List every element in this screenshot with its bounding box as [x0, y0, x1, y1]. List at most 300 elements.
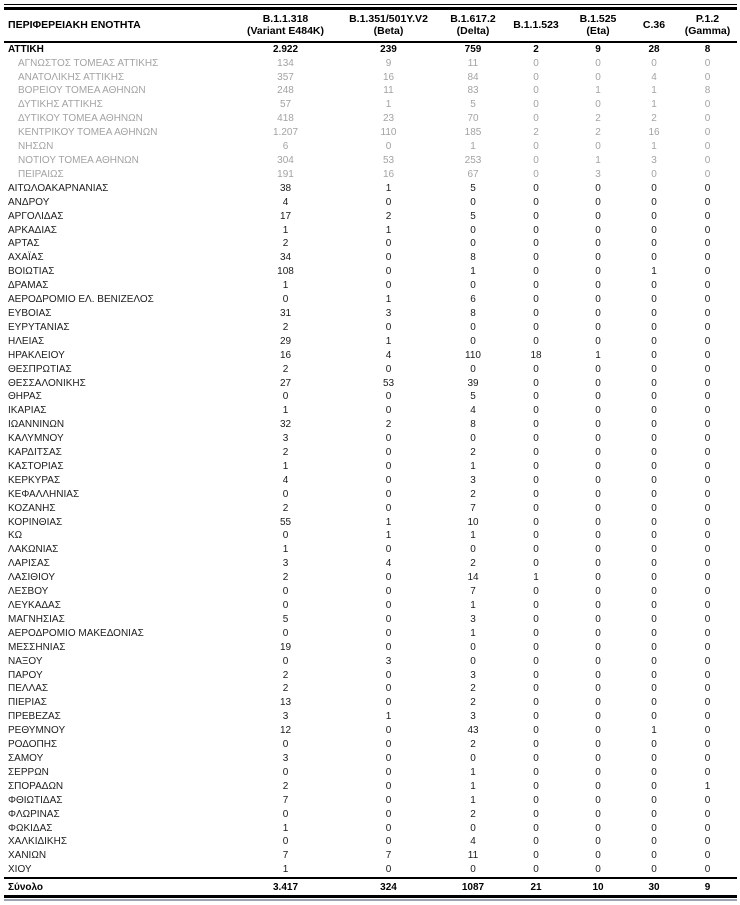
value-cell: 0	[533, 627, 539, 639]
region-cell: ΛΑΚΩΝΙΑΣ	[8, 544, 59, 556]
table-row	[4, 627, 737, 641]
region-cell: ΦΘΙΩΤΙΔΑΣ	[8, 794, 63, 806]
value-cell: 0	[704, 280, 711, 292]
value-cell: 23	[382, 113, 395, 125]
value-cell: 0	[533, 516, 539, 528]
value-cell: 3	[651, 155, 657, 166]
value-cell: 0	[704, 349, 711, 361]
value-cell: 0	[282, 627, 289, 639]
value-cell: 0	[533, 488, 539, 500]
region-cell: ΜΕΣΣΗΝΙΑΣ	[8, 641, 66, 653]
value-cell: 0	[385, 447, 392, 459]
header-col-b1525	[566, 9, 630, 42]
value-cell: 0	[704, 544, 711, 556]
value-cell: 0	[704, 210, 711, 222]
value-cell: 1	[282, 544, 289, 556]
value-cell: 0	[533, 419, 539, 431]
value-cell: 3	[282, 558, 289, 570]
value-cell: 0	[533, 168, 539, 180]
region-cell: ΚΕΝΤΡΙΚΟΥ ΤΟΜΕΑ ΑΘΗΝΩΝ	[18, 127, 158, 139]
value-cell: 0	[704, 864, 711, 876]
table-row	[4, 84, 737, 98]
value-cell: 53	[382, 377, 395, 389]
value-cell: 0	[385, 697, 392, 709]
value-cell: 0	[595, 516, 601, 528]
value-cell: 1	[651, 725, 657, 737]
value-cell: 8	[470, 252, 476, 264]
header-col-line1: B.1.525	[579, 13, 617, 25]
value-cell: 0	[595, 252, 601, 264]
value-cell: 0	[651, 238, 657, 250]
value-cell: 0	[704, 474, 711, 486]
value-cell: 5	[470, 391, 476, 403]
value-cell: 1	[533, 572, 539, 584]
value-cell: 0	[282, 600, 289, 611]
value-cell: 0	[595, 196, 601, 208]
region-cell: ΛΕΥΚΑΔΑΣ	[8, 600, 61, 611]
value-cell: 0	[385, 321, 392, 333]
value-cell: 3	[282, 711, 289, 723]
value-cell: 0	[595, 377, 601, 389]
value-cell: 0	[651, 210, 657, 222]
value-cell: 0	[651, 641, 657, 653]
table-row	[4, 404, 737, 418]
table-row	[4, 571, 737, 585]
value-cell: 2	[282, 363, 289, 375]
value-cell: 0	[595, 182, 601, 194]
value-cell: 0	[385, 433, 392, 445]
value-cell: 14	[467, 572, 479, 584]
value-cell: 5	[470, 210, 476, 222]
value-cell: 83	[467, 85, 479, 97]
value-cell: 2	[282, 238, 289, 250]
value-cell: 0	[651, 683, 657, 695]
value-cell: 0	[470, 822, 476, 834]
table-row	[4, 724, 737, 738]
variants-by-region-table	[4, 7, 737, 898]
table-row	[4, 168, 737, 182]
table-row	[4, 335, 737, 349]
region-cell: ΚΑΣΤΟΡΙΑΣ	[8, 460, 64, 472]
value-cell: 0	[704, 488, 711, 500]
value-cell: 3	[470, 669, 476, 681]
table-row	[4, 696, 737, 710]
value-cell: 0	[704, 697, 711, 709]
region-cell: ΧΑΝΙΩΝ	[8, 850, 47, 862]
value-cell: 0	[533, 474, 539, 486]
header-col-line2: (Gamma)	[684, 25, 731, 38]
value-cell: 0	[595, 419, 601, 431]
total-row	[4, 878, 737, 897]
value-cell: 0	[385, 808, 392, 820]
value-cell: 0	[595, 266, 601, 278]
value-cell: 248	[277, 85, 294, 97]
value-cell: 17	[279, 210, 292, 222]
value-cell: 0	[704, 238, 711, 250]
value-cell: 0	[595, 474, 601, 486]
value-cell: 0	[651, 822, 657, 834]
value-cell: 0	[533, 669, 539, 681]
table-row	[4, 682, 737, 696]
value-cell: 0	[385, 266, 392, 278]
value-cell: 759	[464, 43, 482, 55]
value-cell: 0	[651, 182, 657, 194]
value-cell: 0	[704, 113, 711, 125]
value-cell: 0	[385, 627, 392, 639]
value-cell: 0	[704, 168, 711, 180]
value-cell: 0	[595, 822, 601, 834]
region-cell: ΚΕΦΑΛΛΗΝΙΑΣ	[8, 488, 80, 500]
value-cell: 0	[533, 238, 539, 250]
value-cell: 2	[470, 808, 476, 820]
value-cell: 3	[282, 752, 289, 764]
value-cell: 0	[385, 238, 392, 250]
value-cell: 0	[533, 155, 539, 166]
value-cell: 1	[282, 405, 289, 417]
value-cell: 57	[279, 99, 292, 111]
value-cell: 2	[282, 669, 289, 681]
value-cell: 0	[595, 460, 601, 472]
value-cell: 0	[470, 363, 476, 375]
value-cell: 1	[282, 460, 289, 472]
value-cell: 0	[595, 808, 601, 820]
value-cell: 0	[595, 141, 601, 153]
value-cell: 0	[533, 307, 539, 319]
value-cell: 0	[651, 488, 657, 500]
value-cell: 0	[282, 808, 289, 820]
value-cell: 0	[595, 447, 601, 459]
value-cell: 0	[704, 613, 711, 625]
value-cell: 4	[385, 349, 392, 361]
value-cell: 0	[651, 572, 657, 584]
value-cell: 0	[385, 474, 392, 486]
value-cell: 0	[385, 405, 392, 417]
value-cell: 0	[533, 600, 539, 611]
table-row	[4, 279, 737, 293]
value-cell: 0	[470, 238, 476, 250]
value-cell: 16	[382, 71, 395, 83]
value-cell: 16	[648, 127, 660, 139]
value-cell: 1	[470, 627, 476, 639]
value-cell: 0	[651, 224, 657, 236]
value-cell: 0	[385, 363, 392, 375]
value-cell: 0	[704, 419, 711, 431]
value-cell: 0	[595, 321, 601, 333]
value-cell: 0	[533, 363, 539, 375]
value-cell: 0	[533, 71, 539, 83]
value-cell: 0	[651, 613, 657, 625]
value-cell: 0	[533, 739, 539, 751]
value-cell: 0	[595, 669, 601, 681]
table-row	[4, 390, 737, 404]
header-region-label: ΠΕΡΙΦΕΡΕΙΑΚΗ ΕΝΟΤΗΤΑ	[4, 9, 234, 42]
value-cell: 0	[282, 488, 289, 500]
value-cell: 5	[470, 182, 476, 194]
value-cell: 0	[595, 294, 601, 306]
value-cell: 0	[704, 71, 711, 83]
value-cell: 0	[704, 363, 711, 375]
value-cell: 0	[385, 766, 392, 778]
value-cell: 0	[651, 280, 657, 292]
region-cell: ΛΑΣΙΘΙΟΥ	[8, 572, 55, 584]
value-cell: 0	[704, 433, 711, 445]
value-cell: 0	[651, 669, 657, 681]
value-cell: 0	[704, 794, 711, 806]
region-cell: ΑΧΑΪΑΣ	[8, 252, 44, 264]
region-cell: ΑΕΡΟΔΡΟΜΙΟ ΕΛ. ΒΕΝΙΖΕΛΟΣ	[8, 294, 154, 306]
value-cell: 0	[651, 447, 657, 459]
value-cell: 0	[385, 488, 392, 500]
value-cell: 0	[651, 836, 657, 848]
value-cell: 0	[533, 808, 539, 820]
value-cell: 0	[533, 405, 539, 417]
value-cell: 0	[533, 224, 539, 236]
value-cell: 2	[282, 321, 289, 333]
value-cell: 0	[385, 141, 392, 153]
value-cell: 0	[533, 641, 539, 653]
value-cell: 6	[282, 141, 289, 153]
value-cell: 3	[470, 613, 476, 625]
value-cell: 1	[470, 766, 476, 778]
value-cell: 0	[282, 530, 289, 542]
table-row	[4, 154, 737, 168]
value-cell: 38	[279, 182, 292, 194]
value-cell: 2	[282, 502, 289, 514]
value-cell: 2	[385, 419, 392, 431]
value-cell: 0	[533, 613, 539, 625]
value-cell: 0	[651, 766, 657, 778]
value-cell: 0	[595, 752, 601, 764]
value-cell: 0	[704, 182, 711, 194]
region-cell: ΔΡΑΜΑΣ	[8, 280, 49, 292]
header-row	[4, 9, 737, 42]
value-cell: 0	[704, 627, 711, 639]
region-cell: ΠΡΕΒΕΖΑΣ	[8, 711, 61, 723]
header-col-line2: (Delta)	[456, 25, 490, 38]
value-cell: 11	[467, 57, 479, 69]
region-cell: ΘΕΣΠΡΩΤΙΑΣ	[8, 363, 72, 375]
region-cell: ΣΠΟΡΑΔΩΝ	[8, 780, 64, 792]
value-cell: 0	[470, 864, 476, 876]
value-cell: 0	[704, 683, 711, 695]
value-cell: 0	[385, 544, 392, 556]
value-cell: 0	[595, 683, 601, 695]
value-cell: 0	[704, 99, 711, 111]
header-col-b16172	[440, 9, 506, 42]
value-cell: 34	[279, 252, 292, 264]
value-cell: 10	[467, 516, 479, 528]
value-cell: 0	[470, 641, 476, 653]
table-row	[4, 196, 737, 210]
value-cell: 0	[470, 335, 476, 347]
region-cell: ΧΙΟΥ	[8, 864, 32, 876]
value-cell: 1	[595, 85, 601, 97]
region-cell: ΦΛΩΡΙΝΑΣ	[8, 808, 60, 820]
table-row	[4, 321, 737, 335]
region-cell: ΑΡΚΑΔΙΑΣ	[8, 224, 57, 236]
value-cell: 0	[595, 488, 601, 500]
value-cell: 0	[704, 57, 711, 69]
table-row	[4, 307, 737, 321]
table-row	[4, 655, 737, 669]
value-cell: 0	[595, 711, 601, 723]
value-cell: 1	[470, 530, 476, 542]
value-cell: 108	[277, 266, 294, 278]
value-cell: 1	[651, 85, 657, 97]
value-cell: 0	[651, 419, 657, 431]
table-row	[4, 543, 737, 557]
table-row	[4, 349, 737, 363]
table-row	[4, 808, 737, 822]
value-cell: 0	[470, 655, 476, 667]
region-cell: ΛΕΣΒΟΥ	[8, 586, 49, 598]
value-cell: 0	[651, 335, 657, 347]
region-cell: ΠΕΛΛΑΣ	[8, 683, 49, 695]
value-cell: 1	[385, 224, 392, 236]
value-cell: 0	[595, 600, 601, 611]
value-cell: 0	[595, 57, 601, 69]
value-cell: 0	[651, 780, 657, 792]
value-cell: 0	[595, 794, 601, 806]
value-cell: 0	[470, 433, 476, 445]
value-cell: 0	[385, 502, 392, 514]
value-cell: 0	[385, 600, 392, 611]
value-cell: 0	[704, 850, 711, 862]
region-cell: ΕΥΡΥΤΑΝΙΑΣ	[8, 321, 70, 333]
header-col-line1: P.1.2	[695, 13, 720, 25]
table-row	[4, 766, 737, 780]
value-cell: 32	[279, 419, 292, 431]
value-cell: 55	[279, 516, 292, 528]
value-cell: 11	[467, 850, 479, 862]
table-row	[4, 57, 737, 71]
value-cell: 0	[533, 697, 539, 709]
value-cell: 0	[651, 474, 657, 486]
value-cell: 0	[704, 766, 711, 778]
table-row	[4, 112, 737, 126]
value-cell: 2	[470, 739, 476, 751]
value-cell: 0	[533, 85, 539, 97]
region-cell: ΝΟΤΙΟΥ ΤΟΜΕΑ ΑΘΗΝΩΝ	[18, 155, 139, 166]
value-cell: 0	[651, 530, 657, 542]
value-cell: 1.207	[272, 127, 299, 139]
value-cell: 0	[533, 586, 539, 598]
value-cell: 7	[470, 502, 476, 514]
header-col-line1: C.36	[642, 19, 666, 32]
region-cell: ΚΕΡΚΥΡΑΣ	[8, 474, 61, 486]
header-col-line1: B.1.1.318	[262, 13, 309, 25]
value-cell: 0	[704, 405, 711, 417]
value-cell: 9	[385, 57, 392, 69]
value-cell: 1	[470, 141, 476, 153]
value-cell: 0	[533, 294, 539, 306]
table-row	[4, 71, 737, 85]
value-cell: 1	[385, 335, 392, 347]
value-cell: 28	[648, 43, 660, 55]
region-cell: ΑΝΑΤΟΛΙΚΗΣ ΑΤΤΙΚΗΣ	[18, 71, 125, 83]
value-cell: 0	[595, 405, 601, 417]
value-cell: 4	[651, 71, 657, 83]
value-cell: 0	[385, 794, 392, 806]
value-cell: 1	[470, 600, 476, 611]
value-cell: 0	[595, 99, 601, 111]
value-cell: 2	[470, 697, 476, 709]
value-cell: 7	[385, 850, 392, 862]
header-col-line2: (Eta)	[586, 25, 610, 38]
table-row	[4, 182, 737, 196]
value-cell: 2	[470, 558, 476, 570]
value-cell: 3	[385, 307, 392, 319]
value-cell: 304	[277, 155, 294, 166]
value-cell: 3	[385, 655, 392, 667]
value-cell: 0	[704, 600, 711, 611]
value-cell: 2	[470, 488, 476, 500]
value-cell: 0	[651, 363, 657, 375]
header-col-line2: (Beta)	[373, 25, 404, 38]
value-cell: 0	[704, 641, 711, 653]
total-value-cell: 3.417	[234, 878, 337, 897]
value-cell: 0	[595, 280, 601, 292]
value-cell: 0	[704, 307, 711, 319]
value-cell: 110	[380, 127, 397, 139]
value-cell: 0	[651, 600, 657, 611]
value-cell: 3	[470, 711, 476, 723]
value-cell: 2	[533, 43, 539, 55]
value-cell: 0	[595, 558, 601, 570]
value-cell: 0	[385, 252, 392, 264]
value-cell: 1	[385, 516, 392, 528]
total-value-cell: 21	[506, 878, 566, 897]
header-col-line1: B.1.617.2	[450, 13, 496, 25]
value-cell: 0	[385, 780, 392, 792]
value-cell: 185	[464, 127, 482, 139]
table-row	[4, 210, 737, 224]
value-cell: 43	[467, 725, 479, 737]
value-cell: 29	[279, 335, 292, 347]
table-footer	[4, 878, 737, 897]
value-cell: 0	[595, 641, 601, 653]
value-cell: 0	[651, 516, 657, 528]
value-cell: 0	[651, 711, 657, 723]
value-cell: 0	[385, 641, 392, 653]
value-cell: 0	[385, 586, 392, 598]
total-label: Σύνολο	[4, 878, 234, 897]
total-value-cell: 324	[337, 878, 440, 897]
value-cell: 39	[467, 377, 479, 389]
value-cell: 31	[279, 307, 292, 319]
table-row	[4, 140, 737, 154]
value-cell: 1	[470, 780, 476, 792]
value-cell: 0	[595, 335, 601, 347]
value-cell: 0	[704, 572, 711, 584]
value-cell: 0	[595, 766, 601, 778]
value-cell: 0	[385, 391, 392, 403]
table-row	[4, 599, 737, 613]
value-cell: 1	[595, 155, 601, 166]
value-cell: 0	[533, 864, 539, 876]
value-cell: 0	[704, 752, 711, 764]
region-cell: ΘΗΡΑΣ	[8, 391, 42, 403]
value-cell: 0	[704, 711, 711, 723]
value-cell: 2.922	[272, 43, 299, 55]
value-cell: 2	[595, 113, 601, 125]
table-row	[4, 98, 737, 112]
value-cell: 0	[704, 321, 711, 333]
value-cell: 0	[704, 530, 711, 542]
value-cell: 0	[704, 502, 711, 514]
value-cell: 0	[595, 725, 601, 737]
value-cell: 0	[704, 669, 711, 681]
